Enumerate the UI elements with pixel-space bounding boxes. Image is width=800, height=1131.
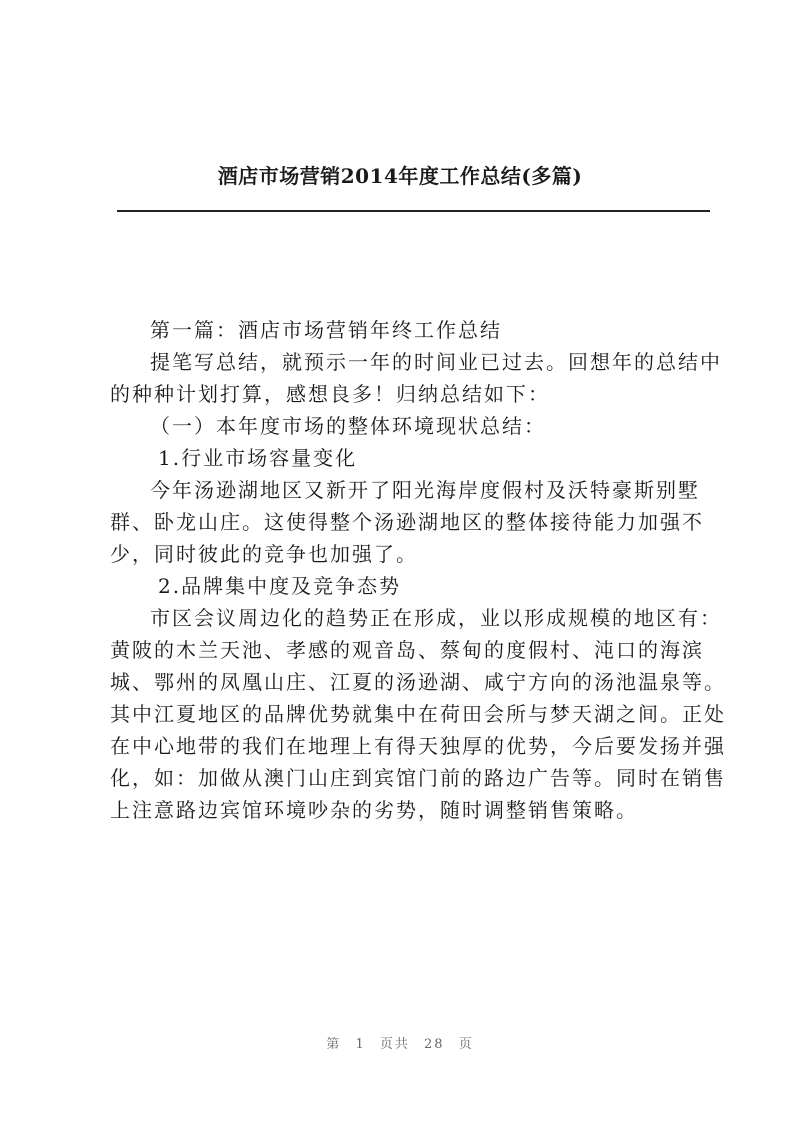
- paragraph-line: 提笔写总结，就预示一年的时间业已过去。回想年的总结中: [150, 350, 722, 374]
- current-page-number: 1: [355, 1037, 366, 1052]
- paragraph-line: 群、卧龙山庄。这使得整个汤逊湖地区的整体接待能力加强不: [110, 510, 704, 534]
- document-title: 酒店市场营销2014年度工作总结(多篇): [217, 164, 583, 188]
- total-pages-number: 28: [424, 1037, 445, 1052]
- footer-suffix: 页: [458, 1037, 474, 1052]
- document-body: [110, 314, 726, 826]
- paragraph-line: 化，如：加做从澳门山庄到宾馆门前的路边广告等。同时在销售: [110, 766, 726, 790]
- section-heading: 第一篇：酒店市场营销年终工作总结: [150, 318, 502, 342]
- paragraph-line: 上注意路边宾馆环境吵杂的劣势，随时调整销售策略。: [110, 798, 638, 822]
- subsection-heading: （一）本年度市场的整体环境现状总结：: [150, 414, 546, 438]
- paragraph-line: 其中江夏地区的品牌优势就集中在荷田会所与梦天湖之间。正处: [110, 702, 726, 726]
- footer-mid: 页共: [379, 1037, 410, 1052]
- paragraph-line: 在中心地带的我们在地理上有得天独厚的优势，今后要发扬并强: [110, 734, 726, 758]
- item-heading: 1.行业市场容量变化: [158, 446, 358, 470]
- item-heading: 2.品牌集中度及竞争态势: [158, 574, 402, 598]
- paragraph-line: 城、鄂州的凤凰山庄、江夏的汤逊湖、咸宁方向的汤池温泉等。: [110, 670, 726, 694]
- paragraph-line: 今年汤逊湖地区又新开了阳光海岸度假村及沃特豪斯别墅: [150, 478, 700, 502]
- page-footer: [0, 1033, 800, 1052]
- footer-prefix: 第: [326, 1037, 342, 1052]
- paragraph-line: 的种种计划打算，感想良多！归纳总结如下：: [110, 382, 550, 406]
- paragraph-line: 市区会议周边化的趋势正在形成，业以形成规模的地区有：: [150, 606, 722, 630]
- paragraph-line: 黄陂的木兰天池、孝感的观音岛、蔡甸的度假村、沌口的海滨: [110, 638, 704, 662]
- title-divider: [117, 210, 710, 212]
- paragraph-line: 少，同时彼此的竞争也加强了。: [110, 542, 418, 566]
